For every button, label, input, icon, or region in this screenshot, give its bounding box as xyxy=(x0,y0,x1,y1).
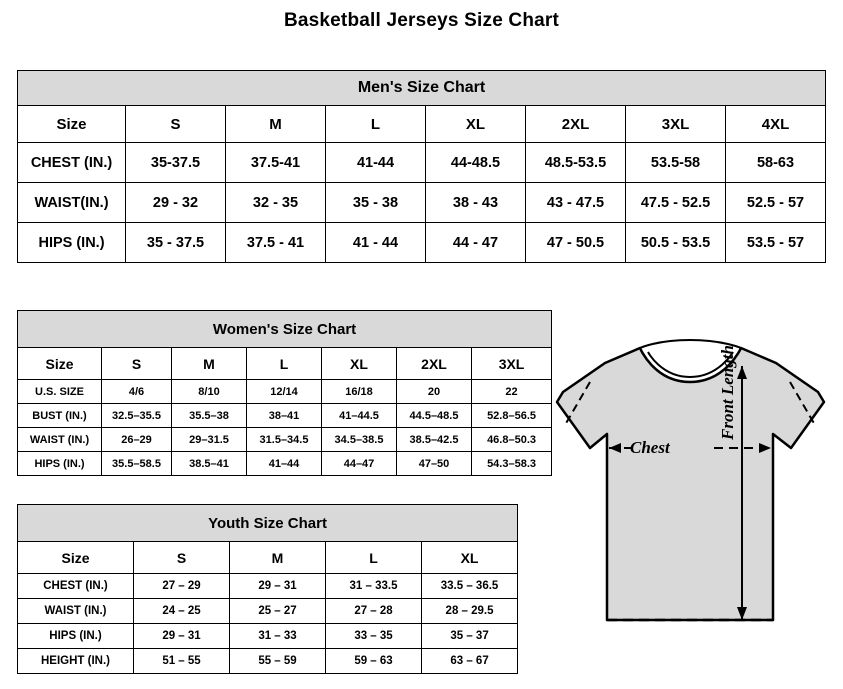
column-header: XL xyxy=(322,348,397,380)
table-cell: 20 xyxy=(397,380,472,404)
column-header: M xyxy=(172,348,247,380)
jersey-measurement-diagram xyxy=(545,330,835,660)
table-cell: 41–44 xyxy=(247,452,322,476)
table-cell: 29 - 32 xyxy=(126,183,226,223)
table-cell: 63 – 67 xyxy=(422,649,518,674)
table-cell: 34.5–38.5 xyxy=(322,428,397,452)
table-cell: 47.5 - 52.5 xyxy=(626,183,726,223)
column-header: L xyxy=(326,106,426,143)
table-row xyxy=(18,599,518,624)
table-cell: 52.8–56.5 xyxy=(472,404,552,428)
column-header: M xyxy=(230,542,326,574)
column-header: S xyxy=(134,542,230,574)
column-header: S xyxy=(126,106,226,143)
table-cell: 43 - 47.5 xyxy=(526,183,626,223)
table-row xyxy=(18,452,552,476)
table-cell: 29–31.5 xyxy=(172,428,247,452)
table-cell: 47–50 xyxy=(397,452,472,476)
row-label: WAIST (IN.) xyxy=(18,599,134,624)
table-row xyxy=(18,183,826,223)
table-row xyxy=(18,649,518,674)
table-cell: 35 – 37 xyxy=(422,624,518,649)
jersey-icon xyxy=(545,330,835,660)
table-cell: 48.5-53.5 xyxy=(526,143,626,183)
page-title: Basketball Jerseys Size Chart xyxy=(283,10,560,31)
column-header: Size xyxy=(18,106,126,143)
table-cell: 33 – 35 xyxy=(326,624,422,649)
table-cell: 33.5 – 36.5 xyxy=(422,574,518,599)
table-cell: 12/14 xyxy=(247,380,322,404)
table-caption-row xyxy=(18,71,826,106)
table-cell: 4/6 xyxy=(102,380,172,404)
table-cell: 51 – 55 xyxy=(134,649,230,674)
table-cell: 35-37.5 xyxy=(126,143,226,183)
column-header: 3XL xyxy=(626,106,726,143)
table-cell: 25 – 27 xyxy=(230,599,326,624)
table-cell: 27 – 29 xyxy=(134,574,230,599)
table-cell: 41–44.5 xyxy=(322,404,397,428)
table-cell: 53.5-58 xyxy=(626,143,726,183)
table-row xyxy=(18,223,826,263)
column-header: 4XL xyxy=(726,106,826,143)
table-caption-row xyxy=(18,311,552,348)
column-header: 2XL xyxy=(526,106,626,143)
column-header: M xyxy=(226,106,326,143)
table-row xyxy=(18,428,552,452)
mens-caption: Men's Size Chart xyxy=(18,71,826,106)
table-cell: 44-48.5 xyxy=(426,143,526,183)
column-header: S xyxy=(102,348,172,380)
table-cell: 24 – 25 xyxy=(134,599,230,624)
youth-caption: Youth Size Chart xyxy=(18,505,518,542)
youth-size-chart-table xyxy=(17,504,518,674)
row-label: U.S. SIZE xyxy=(18,380,102,404)
row-label: WAIST (IN.) xyxy=(18,428,102,452)
column-header: Size xyxy=(18,348,102,380)
table-cell: 31 – 33 xyxy=(230,624,326,649)
table-cell: 32 - 35 xyxy=(226,183,326,223)
table-cell: 35 - 37.5 xyxy=(126,223,226,263)
table-cell: 44 - 47 xyxy=(426,223,526,263)
row-label: BUST (IN.) xyxy=(18,404,102,428)
row-label: HIPS (IN.) xyxy=(18,452,102,476)
table-cell: 29 – 31 xyxy=(230,574,326,599)
row-label: HIPS (IN.) xyxy=(18,223,126,263)
row-label: HIPS (IN.) xyxy=(18,624,134,649)
table-cell: 16/18 xyxy=(322,380,397,404)
table-cell: 41 - 44 xyxy=(326,223,426,263)
table-cell: 38.5–41 xyxy=(172,452,247,476)
row-label: CHEST (IN.) xyxy=(18,574,134,599)
column-header: L xyxy=(326,542,422,574)
table-cell: 46.8–50.3 xyxy=(472,428,552,452)
table-cell: 8/10 xyxy=(172,380,247,404)
table-header-row xyxy=(18,106,826,143)
front-length-measurement-label: Front Length xyxy=(718,345,737,440)
table-cell: 52.5 - 57 xyxy=(726,183,826,223)
table-cell: 44–47 xyxy=(322,452,397,476)
table-cell: 59 – 63 xyxy=(326,649,422,674)
womens-size-chart-table xyxy=(17,310,552,476)
table-cell: 53.5 - 57 xyxy=(726,223,826,263)
row-label: WAIST(IN.) xyxy=(18,183,126,223)
table-caption-row xyxy=(18,505,518,542)
table-cell: 37.5-41 xyxy=(226,143,326,183)
table-row xyxy=(18,404,552,428)
womens-caption: Women's Size Chart xyxy=(18,311,552,348)
column-header: XL xyxy=(426,106,526,143)
table-cell: 35 - 38 xyxy=(326,183,426,223)
table-row xyxy=(18,574,518,599)
column-header: 3XL xyxy=(472,348,552,380)
table-cell: 31 – 33.5 xyxy=(326,574,422,599)
table-cell: 58-63 xyxy=(726,143,826,183)
table-cell: 55 – 59 xyxy=(230,649,326,674)
row-label: CHEST (IN.) xyxy=(18,143,126,183)
table-cell: 29 – 31 xyxy=(134,624,230,649)
table-cell: 38–41 xyxy=(247,404,322,428)
table-cell: 54.3–58.3 xyxy=(472,452,552,476)
table-cell: 22 xyxy=(472,380,552,404)
table-cell: 35.5–58.5 xyxy=(102,452,172,476)
table-cell: 27 – 28 xyxy=(326,599,422,624)
table-cell: 37.5 - 41 xyxy=(226,223,326,263)
chest-measurement-label: Chest xyxy=(630,438,670,457)
table-cell: 50.5 - 53.5 xyxy=(626,223,726,263)
table-header-row xyxy=(18,348,552,380)
table-cell: 31.5–34.5 xyxy=(247,428,322,452)
table-header-row xyxy=(18,542,518,574)
table-row xyxy=(18,143,826,183)
table-row xyxy=(18,624,518,649)
column-header: XL xyxy=(422,542,518,574)
row-label: HEIGHT (IN.) xyxy=(18,649,134,674)
table-cell: 44.5–48.5 xyxy=(397,404,472,428)
table-cell: 38 - 43 xyxy=(426,183,526,223)
table-cell: 32.5–35.5 xyxy=(102,404,172,428)
table-cell: 28 – 29.5 xyxy=(422,599,518,624)
table-cell: 35.5–38 xyxy=(172,404,247,428)
column-header: Size xyxy=(18,542,134,574)
table-cell: 41-44 xyxy=(326,143,426,183)
mens-size-chart-table xyxy=(17,70,826,263)
table-cell: 26–29 xyxy=(102,428,172,452)
table-row xyxy=(18,380,552,404)
column-header: L xyxy=(247,348,322,380)
table-cell: 38.5–42.5 xyxy=(397,428,472,452)
table-cell: 47 - 50.5 xyxy=(526,223,626,263)
column-header: 2XL xyxy=(397,348,472,380)
